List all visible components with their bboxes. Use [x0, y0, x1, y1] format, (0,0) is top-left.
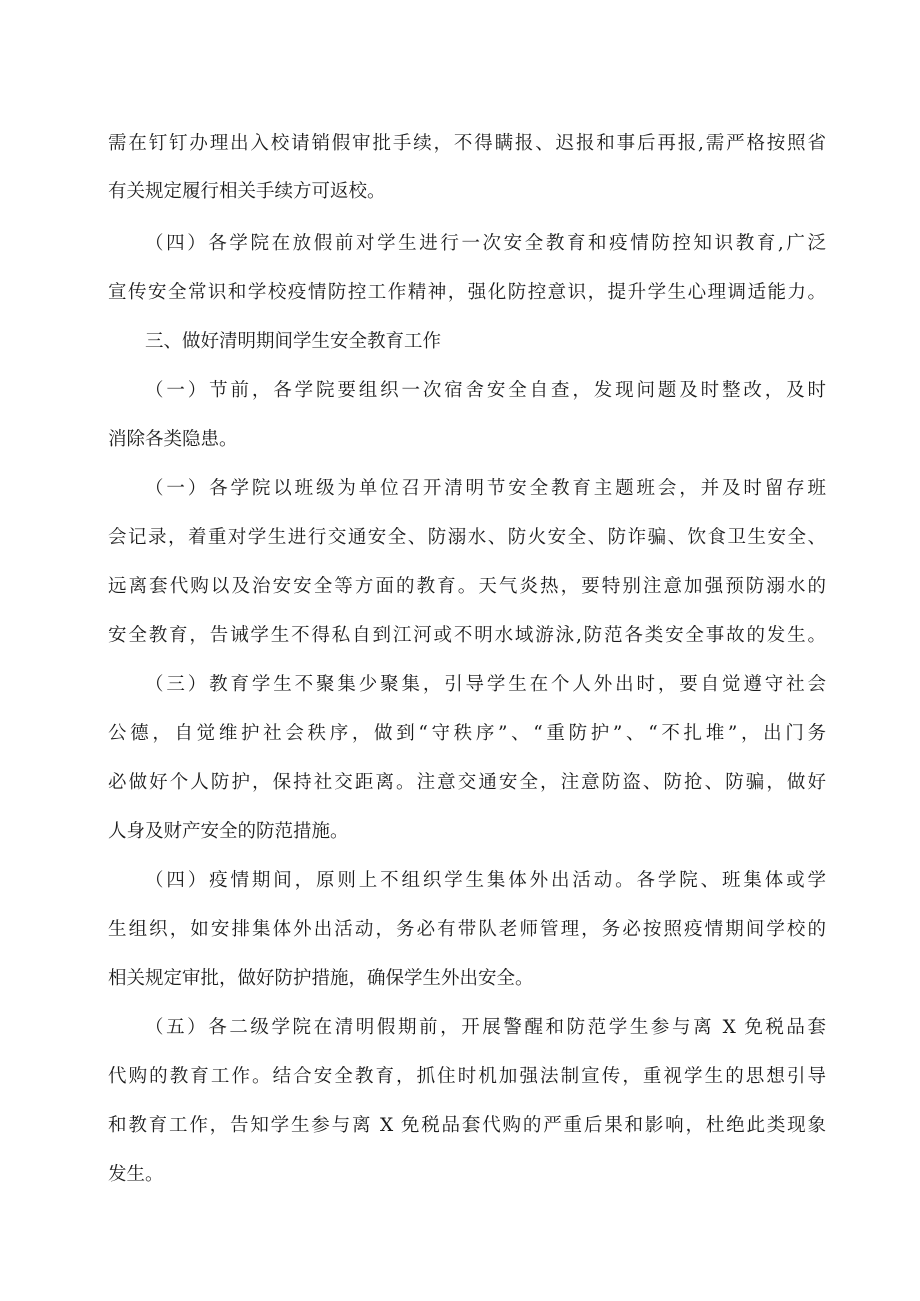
text-line: 消除各类隐患。: [108, 429, 238, 450]
text-line: 和教育工作，告知学生参与离 X 免税品套代购的严重后果和影响，杜绝此类现象: [108, 1115, 826, 1136]
text-line: （四）疫情期间，原则上不组织学生集体外出活动。各学院、班集体或学: [145, 870, 826, 891]
section-heading: 三、做好清明期间学生安全教育工作: [145, 331, 442, 352]
text-line: 发生。: [108, 1164, 164, 1185]
text-line: 会记录，着重对学生进行交通安全、防溺水、防火安全、防诈骗、饮食卫生安全、: [108, 527, 826, 548]
text-line: （五）各二级学院在清明假期前，开展警醒和防范学生参与离 X 免税品套: [145, 1017, 826, 1038]
text-line: 需在钉钉办理出入校请销假审批手续，不得瞒报、迟报和事后再报,需严格按照省: [108, 133, 826, 154]
text-line: 人身及财产安全的防范措施。: [108, 821, 349, 842]
text-line: 远离套代购以及治安安全等方面的教育。天气炎热，要特别注意加强预防溺水的: [108, 576, 826, 597]
text-line: 必做好个人防护，保持社交距离。注意交通安全，注意防盗、防抢、防骗，做好: [108, 772, 826, 793]
text-line: 公德，自觉维护社会秩序，做到“守秩序”、“重防护”、“不扎堆”，出门务: [108, 723, 826, 744]
text-line: 生组织，如安排集体外出活动，务必有带队老师管理，务必按照疫情期间学校的: [108, 919, 826, 940]
text-line: （三）教育学生不聚集少聚集，引导学生在个人外出时，要自觉遵守社会: [145, 674, 826, 695]
text-line: （四）各学院在放假前对学生进行一次安全教育和疫情防控知识教育,广泛: [145, 233, 826, 254]
text-line: （一）节前，各学院要组织一次宿舍安全自查，发现问题及时整改，及时: [145, 380, 826, 401]
text-line: 相关规定审批，做好防护措施，确保学生外出安全。: [108, 968, 534, 989]
text-line: 安全教育，告诫学生不得私自到江河或不明水域游泳,防范各类安全事故的发生。: [108, 625, 826, 646]
text-line: （一）各学院以班级为单位召开清明节安全教育主题班会，并及时留存班: [145, 478, 826, 499]
text-line: 有关规定履行相关手续方可返校。: [108, 181, 386, 202]
text-line: 宣传安全常识和学校疫情防控工作精神，强化防控意识，提升学生心理调适能力。: [108, 282, 826, 303]
text-line: 代购的教育工作。结合安全教育，抓住时机加强法制宣传，重视学生的思想引导: [108, 1066, 826, 1087]
